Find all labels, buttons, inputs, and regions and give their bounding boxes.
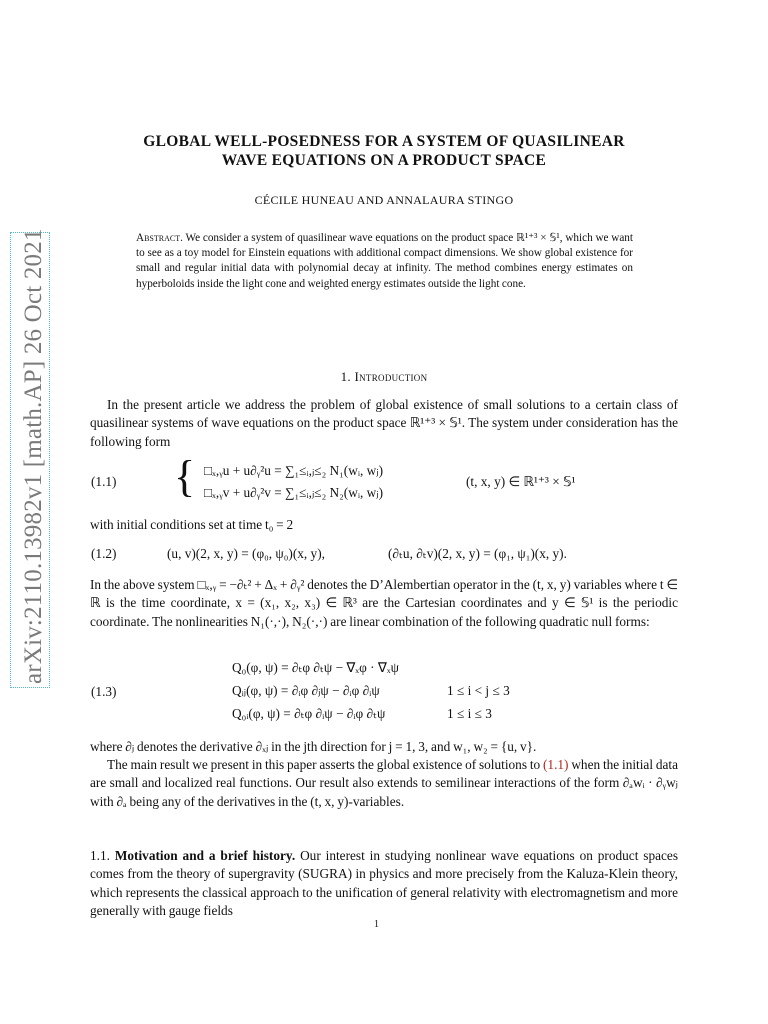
null-form-qij: Qᵢⱼ(φ, ψ) = ∂ᵢφ ∂ⱼψ − ∂ᵢφ ∂ᵢψ (232, 683, 380, 698)
paper-title (90, 132, 678, 170)
title-line-1: GLOBAL WELL-POSEDNESS FOR A SYSTEM OF QUASILINEAR (143, 133, 625, 150)
equation-1-2-left: (u, v)(2, x, y) = (φ₀, ψ₀)(x, y), (167, 546, 325, 561)
equation-label-1-2: (1.2) (91, 546, 117, 561)
subsection-title: Motivation and a brief history. (114, 848, 296, 863)
system-brace: { (174, 452, 196, 501)
intro-paragraph: In the present article we address the problem of global existence of small solutions to a certain class of quasilinear systems of wave equations on the product space ℝ¹⁺³ × 𝕊¹. The system under consideration has the following form (90, 397, 678, 449)
equation-1-2-right: (∂ₜu, ∂ₜv)(2, x, y) = (φ₁, ψ₁)(x, y). (388, 546, 567, 561)
derivative-paragraph: where ∂ⱼ denotes the derivative ∂ₓⱼ in the jth direction for j = 1, 3, and w₁, w₂ = {u, v}. (90, 739, 537, 754)
subsection-text: Our interest in studying nonlinear wave equations on product spaces comes from the theory of supergravity (SUGRA) in physics and more precisely from the Kaluza-Klein theory, which represents the classical approach to the unification of general relativity with electromagnetism and more generally with gauge fields (90, 848, 678, 919)
equation-reference-link[interactable]: (1.1) (543, 757, 569, 772)
equation-1-1-line-1: □ₓ,ᵧu + u∂ᵧ²u = ∑₁≤ᵢ,ⱼ≤₂ N₁(wᵢ, wⱼ) (204, 463, 384, 478)
null-form-q0i: Q₀ᵢ(φ, ψ) = ∂ₜφ ∂ᵢψ − ∂ᵢφ ∂ₜψ (232, 706, 386, 721)
null-form-qij-condition: 1 ≤ i < j ≤ 3 (447, 683, 510, 698)
main-result-text-after: when the initial data are small and localized real functions. Our result also extends to semilinear interactions of the form ∂ₐwᵢ · ∂ᵧwⱼ with ∂ₐ being any of the derivatives in the (t, x, y)-variables. (90, 757, 678, 809)
abstract-text: We consider a system of quasilinear wave equations on the product space ℝ¹⁺³ × 𝕊¹, which we want to see as a toy model for Einstein equations with additional compact dimensions. We show global existence for small and regular initial data with polynomial decay at infinity. The method combines energy estimates on hyperboloids inside the light cone and weighted energy estimates outside the light cone. (136, 232, 633, 290)
dalembertian-paragraph: In the above system □ₓ,ᵧ = −∂ₜ² + Δₓ + ∂ᵧ² denotes the D’Alembertian operator in the (t, x, y) variables where t ∈ ℝ is the time coordinate, x = (x₁, x₂, x₃) ∈ ℝ³ are the Cartesian coordinates and y ∈ 𝕊¹ is the periodic coordinate. The nonlinearities N₁(·,·), N₂(·,·) are linear combination of the following quadratic null forms: (90, 577, 678, 629)
section-heading (90, 369, 678, 385)
main-result-text-before: The main result we present in this paper asserts the global existence of solutions to (107, 757, 541, 772)
section-number: 1. (340, 369, 351, 384)
equation-1-1-line-2: □ₓ,ᵧv + u∂ᵧ²v = ∑₁≤ᵢ,ⱼ≤₂ N₂(wᵢ, wⱼ) (204, 485, 384, 500)
equation-label-1-1: (1.1) (91, 474, 117, 489)
abstract (136, 231, 633, 292)
motivation-subsection (90, 847, 678, 921)
subsection-number: 1.1. (90, 848, 110, 863)
main-result-paragraph (90, 756, 678, 811)
null-form-q0i-condition: 1 ≤ i ≤ 3 (447, 706, 492, 721)
arxiv-identifier: arXiv:2110.13982v1 [math.AP] 26 Oct 2021 (20, 228, 47, 684)
title-line-2: WAVE EQUATIONS ON A PRODUCT SPACE (221, 152, 547, 169)
abstract-label: Abstract. (136, 232, 183, 244)
authors: CÉCILE HUNEAU AND ANNALAURA STINGO (254, 193, 514, 207)
initial-conditions-text: with initial conditions set at time t₀ = 2 (90, 517, 294, 532)
equation-label-1-3: (1.3) (91, 684, 117, 699)
equation-1-1-domain: (t, x, y) ∈ ℝ¹⁺³ × 𝕊¹ (466, 474, 576, 489)
section-title: Introduction (354, 369, 428, 384)
null-form-q0: Q₀(φ, ψ) = ∂ₜφ ∂ₜψ − ∇ₓφ · ∇ₓψ (232, 660, 399, 675)
page-number: 1 (374, 919, 379, 930)
